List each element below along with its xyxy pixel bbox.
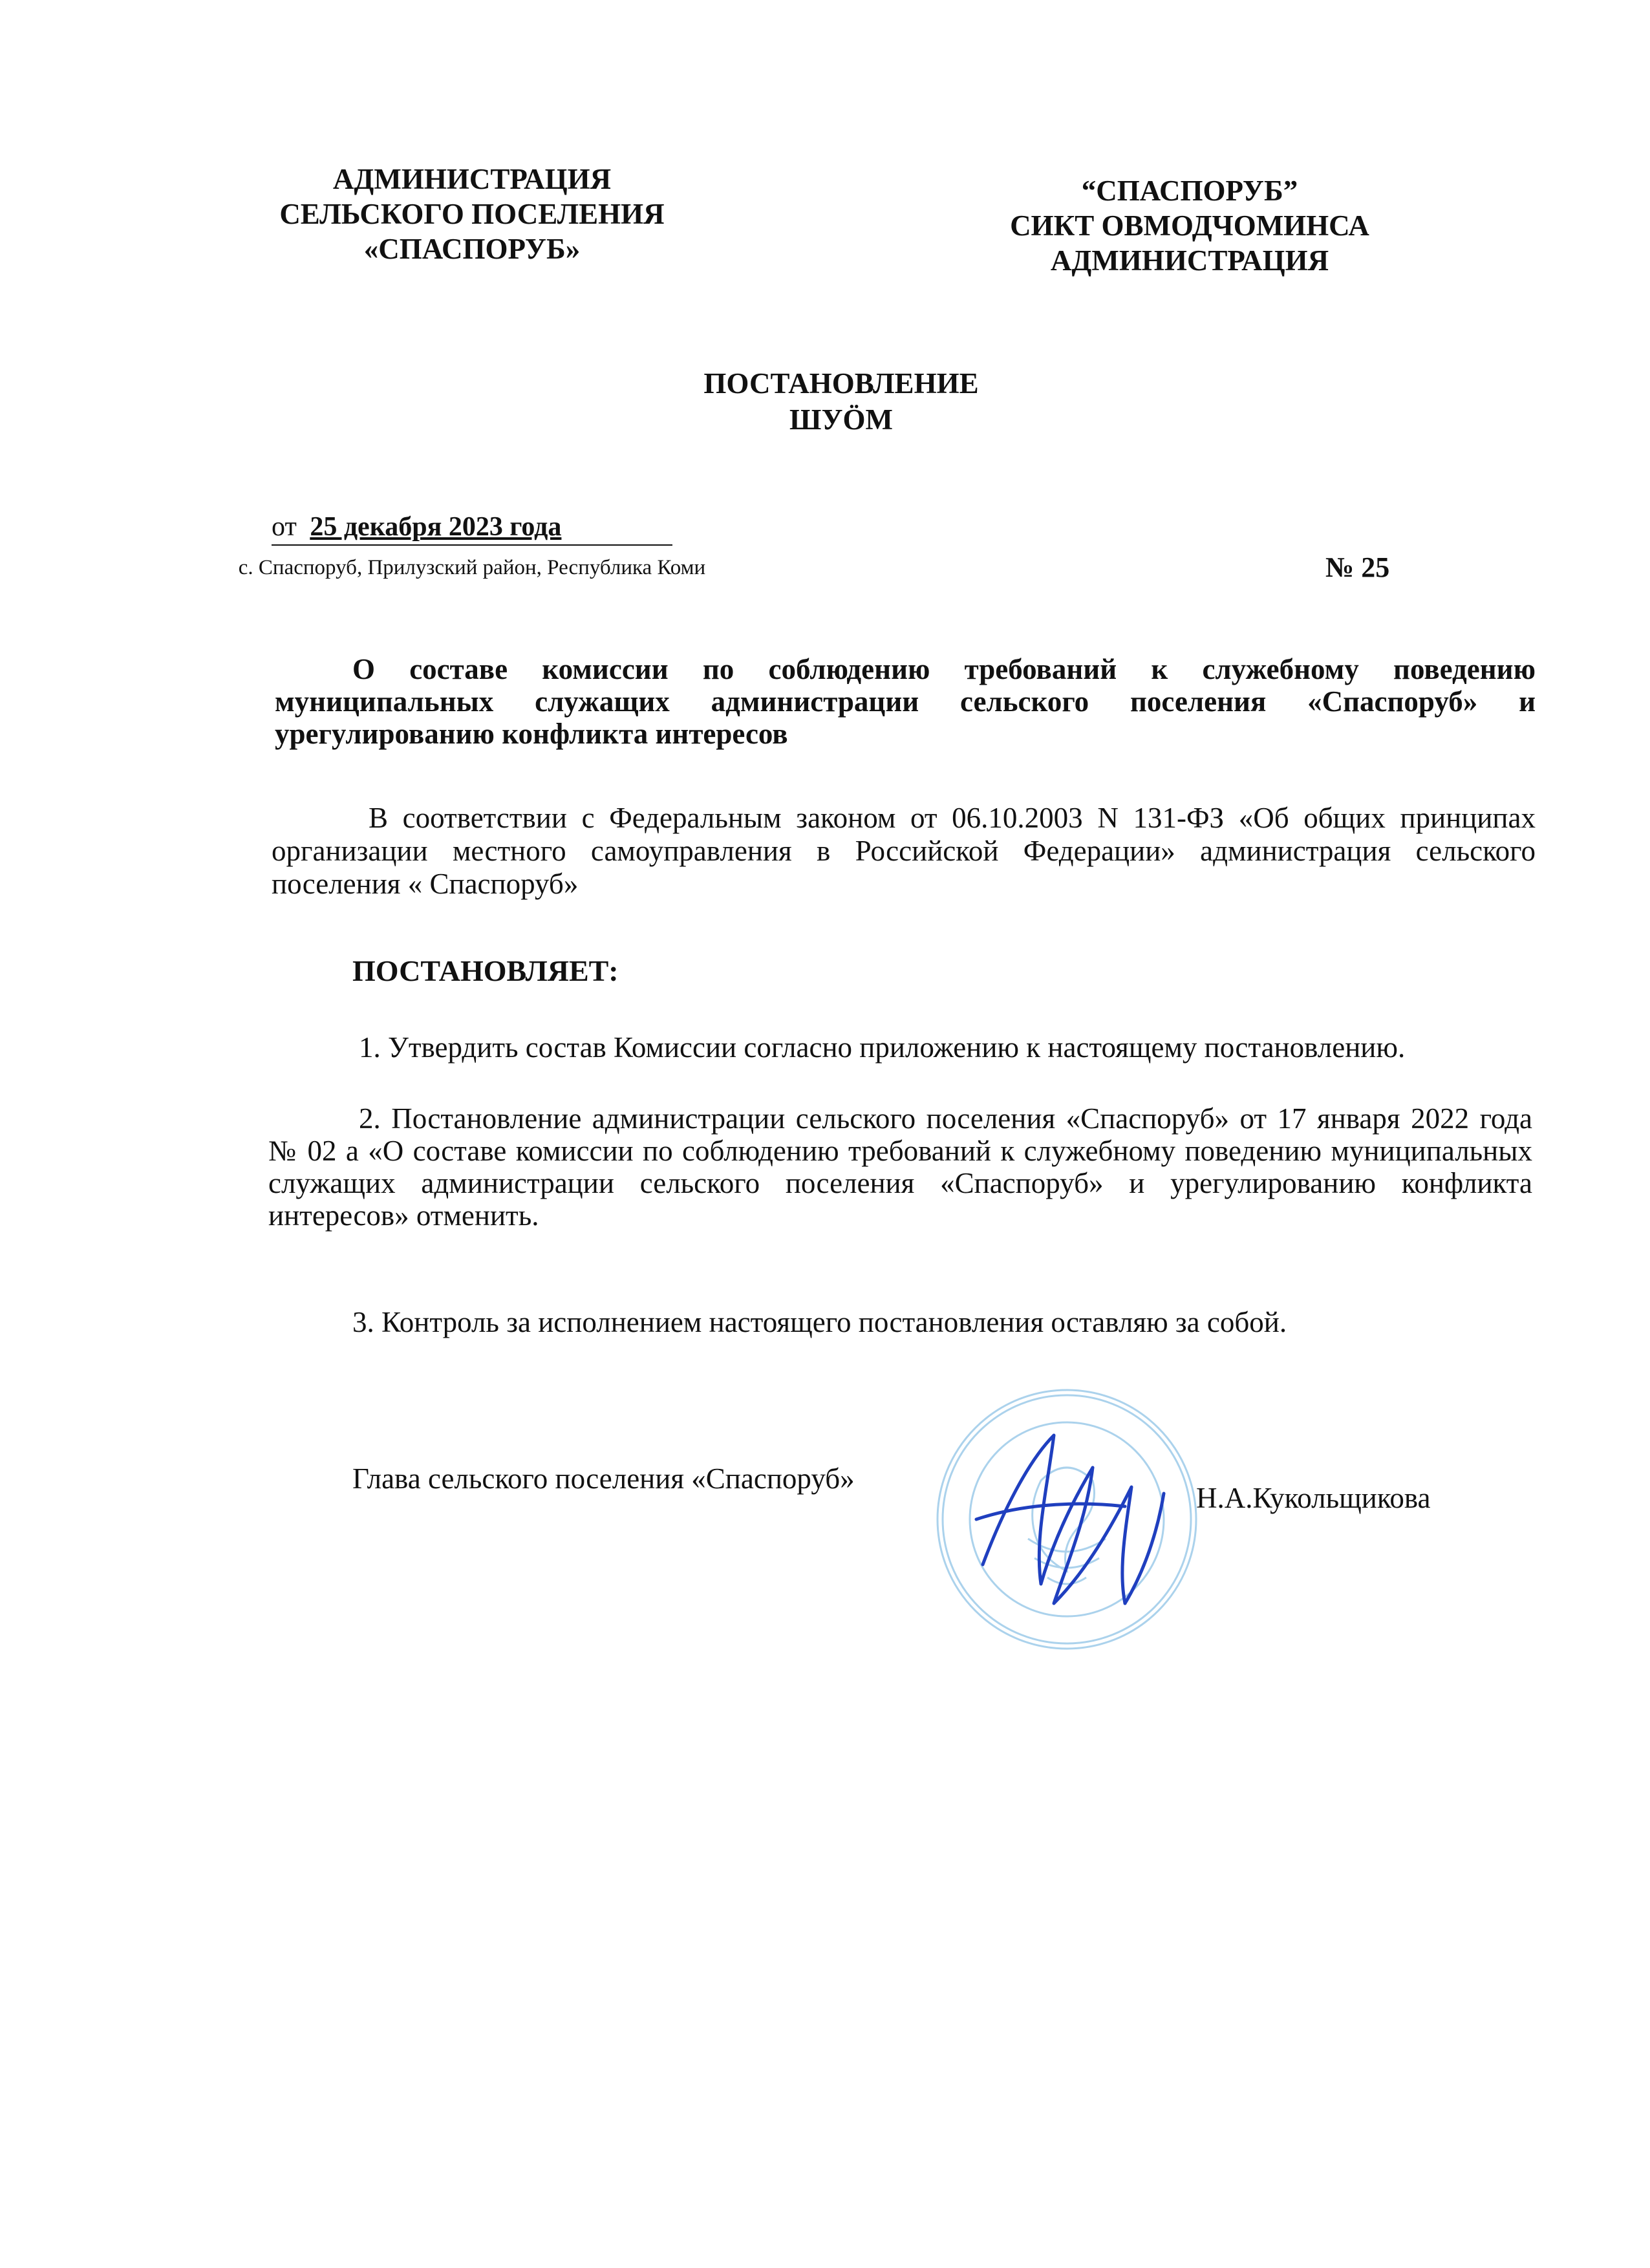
date-value: 25 декабря 2023 года xyxy=(310,512,562,542)
place-of-issue: с. Спаспоруб, Прилузский район, Республика Коми xyxy=(238,556,706,579)
document-date xyxy=(272,511,672,546)
document-type xyxy=(631,365,1051,438)
header-right-line: АДМИНИСТРАЦИЯ xyxy=(1050,244,1329,277)
resolution-item-1: 1. Утвердить состав Комиссии согласно приложению к настоящему постановлению. xyxy=(359,1031,1406,1064)
preamble-paragraph: В соответствии с Федеральным законом от 06.10.2003 N 131-ФЗ «Об общих принципах организации местного самоуправления в Российской Федерации» администрация сельского поселения « Спаспоруб» xyxy=(272,802,1536,900)
header-left-line: АДМИНИСТРАЦИЯ xyxy=(332,163,612,195)
resolution-item-2: 2. Постановление администрации сельского поселения «Спаспоруб» от 17 января 2022 года № 02 а «О составе комиссии по соблюдению требований к служебному поведению муниципальных служащих администрации сельского поселения «Спаспоруб» и урегулированию конфликта интересов» отменить. xyxy=(268,1102,1532,1232)
header-right-line: СИКТ ОВМОДЧОМИНСА xyxy=(1010,209,1369,242)
date-prefix: от xyxy=(272,512,297,542)
document-subject: О составе комиссии по соблюдению требований к служебному поведению муниципальных служащих администрации сельского поселения «Спаспоруб» и урегулированию конфликта интересов xyxy=(275,653,1536,750)
header-right-line: “СПАСПОРУБ” xyxy=(1081,175,1298,207)
resolves-heading: ПОСТАНОВЛЯЕТ: xyxy=(352,954,619,987)
document-number: № 25 xyxy=(1325,551,1390,583)
document-type-komi: ШУӦМ xyxy=(789,403,893,436)
header-left-line: «СПАСПОРУБ» xyxy=(363,233,581,265)
handwritten-signature xyxy=(957,1409,1170,1629)
header-left-line: СЕЛЬСКОГО ПОСЕЛЕНИЯ xyxy=(279,198,665,230)
signatory-title: Глава сельского поселения «Спаспоруб» xyxy=(352,1462,855,1495)
header-left-russian xyxy=(246,162,698,266)
document-type-russian: ПОСТАНОВЛЕНИЕ xyxy=(703,367,979,400)
signatory-name: Н.А.Кукольщикова xyxy=(1196,1482,1431,1514)
header-right-komi xyxy=(963,173,1416,278)
resolution-item-3: 3. Контроль за исполнением настоящего постановления оставляю за собой. xyxy=(352,1306,1287,1338)
